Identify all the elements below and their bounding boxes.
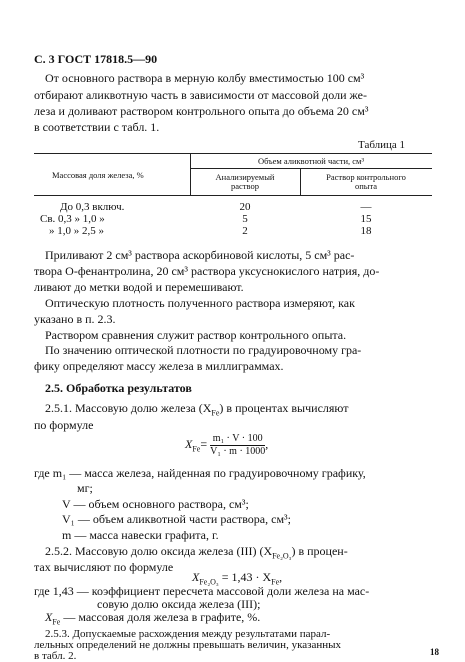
paragraph-line: леза и доливают раствором контрольного опыта до объема 20 см³ <box>34 104 369 118</box>
definition-line: V₁ — объем аликвотной части раствора, см³; <box>62 512 291 526</box>
paragraph-line: ливают до метки водой и перемешивают. <box>34 280 244 294</box>
page-header: С. 3 ГОСТ 17818.5—90 <box>34 52 158 66</box>
table-col2-header: раствор <box>231 181 259 191</box>
paragraph-line: в соответствии с табл. 1. <box>34 120 160 134</box>
definition-line: $X_{Fe}$ — массовая доля железа в графите, %. <box>45 610 261 627</box>
formula-2: $X_{Fe_2O_3} = 1,43 \cdot X_{Fe}$, <box>192 570 283 587</box>
paragraph-line: 2.5.2. Массовую долю оксида железа (III) $(X_{Fe_2O_3})$ в процен- <box>45 544 348 561</box>
definition-line: m — масса навески графита, г. <box>62 528 219 542</box>
table-group-header: Объем аликвотной части, см³ <box>257 156 364 166</box>
table-col2-header: Анализируемый <box>215 172 275 182</box>
table-caption: Таблица 1 <box>358 139 406 151</box>
table-cell: 2 <box>242 225 248 237</box>
section-title: 2.5. Обработка результатов <box>45 381 192 395</box>
table-row-label: » 1,0 » 2,5 » <box>49 225 104 237</box>
definition-line: где 1,43 — коэффициент пересчета массовой доли железа на мас- <box>34 584 370 598</box>
paragraph-line: Приливают 2 см³ раствора аскорбиновой кислоты, 5 см³ рас- <box>45 248 355 262</box>
page-number: 18 <box>430 647 439 657</box>
paragraph-line: лельных определений не должны превышать величин, указанных <box>34 639 342 651</box>
paragraph-line: 2.5.3. Допускаемые расхождения между результатами парал- <box>45 628 331 640</box>
definition-line: где m₁ — масса железа, найденная по градуировочному графику, <box>34 466 366 480</box>
definition-line: мг; <box>77 481 93 495</box>
table-col1-header: Массовая доля железа, % <box>52 170 144 180</box>
paragraph-line: 2.5.1. Массовую долю железа $(X_{Fe})$ в процентах вычисляют <box>45 401 349 418</box>
paragraph-line: по формуле <box>34 418 94 432</box>
paragraph-line: По значению оптической плотности по градуировочному гра- <box>45 343 362 357</box>
paragraph-line: тах вычисляют по формуле <box>34 560 174 574</box>
table-cell: 5 <box>242 213 248 225</box>
definition-line: V — объем основного раствора, см³; <box>62 497 249 511</box>
paragraph-line: указано в п. 2.3. <box>34 312 116 326</box>
table-row-label: Св. 0,3 » 1,0 » <box>40 213 105 225</box>
paragraph-line: в табл. 2. <box>34 650 77 662</box>
paragraph-line: От основного раствора в мерную колбу вместимостью 100 см³ <box>45 71 365 85</box>
table-cell: — <box>360 201 372 213</box>
paragraph-line: отбирают аликвотную часть в зависимости от массовой доли же- <box>34 88 367 102</box>
table-group-rule <box>190 168 432 169</box>
table-header-rule <box>34 195 432 196</box>
formula-1: $X_{Fe}=$ $\frac{\text{m₁ · V · 100}}{\text{V₁ · m · 1000}}$ , <box>185 432 269 457</box>
paragraph-line: Оптическую плотность полученного раствора измеряют, как <box>45 296 355 310</box>
paragraph-line: твора О-фенантролина, 20 см³ раствора уксуснокислого натрия, до- <box>34 264 380 278</box>
definition-line: совую долю оксида железа (III); <box>97 597 261 611</box>
table-col3-header: опыта <box>354 181 378 191</box>
table-cell: 20 <box>239 201 251 213</box>
table-cell: 15 <box>360 213 372 225</box>
table-cell: 18 <box>360 225 372 237</box>
table-col3-header: Раствор контрольного <box>326 172 406 182</box>
table-top-rule <box>34 153 432 154</box>
paragraph-line: Раствором сравнения служит раствор контрольного опыта. <box>45 328 347 342</box>
table-row-label: До 0,3 включ. <box>60 201 125 213</box>
paragraph-line: фику определяют массу железа в миллиграммах. <box>34 359 284 373</box>
